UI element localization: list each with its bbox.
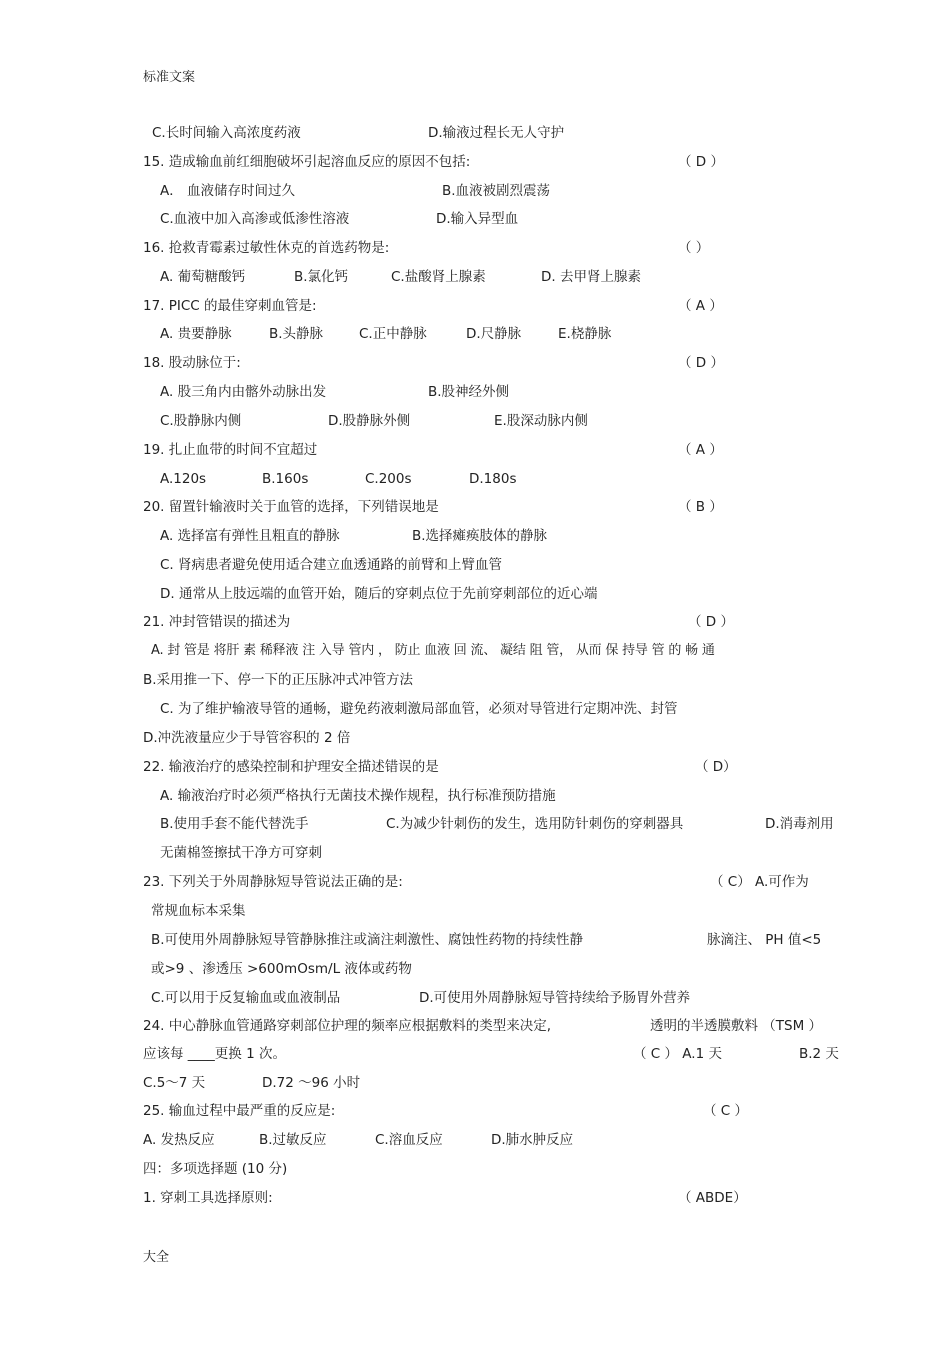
option-line: C.为减少针刺伤的发生，选用防针刺伤的穿刺器具 xyxy=(386,816,684,832)
option-line: B.可使用外周静脉短导管静脉推注或滴注刺激性、腐蚀性药物的持续性静 xyxy=(151,932,584,948)
answer-24: （ C ） A.1 天 xyxy=(633,1046,722,1062)
option-line: A． 血液储存时间过久 xyxy=(160,183,296,199)
option-line: A. 股三角内由髂外动脉出发 xyxy=(160,384,327,400)
option-line: 常规血标本采集 xyxy=(151,903,246,919)
option-line: C.股静脉内侧 xyxy=(160,413,242,429)
option-line: B.2 天 xyxy=(799,1046,839,1062)
question-24: 24. 中心静脉血管通路穿刺部位护理的频率应根据敷料的类型来决定, xyxy=(143,1018,552,1034)
option-line: C. 为了维护输液导管的通畅，避免药液刺激局部血管，必须对导管进行定期冲洗、封管 xyxy=(160,701,678,717)
question-22: 22. 输液治疗的感染控制和护理安全描述错误的是 xyxy=(143,759,439,775)
multi-answer-1: （ ABDE） xyxy=(678,1190,747,1206)
question-20: 20. 留置针输液时关于血管的选择，下列错误地是 xyxy=(143,499,439,515)
answer-22: （ D） xyxy=(695,759,737,775)
question-24-line2: 应该每 ____更换 1 次。 xyxy=(143,1046,286,1062)
answer-16: （ ） xyxy=(678,240,710,256)
question-24-cont: 透明的半透膜敷料 （TSM ） xyxy=(650,1018,823,1034)
option-line: A. 葡萄糖酸钙 xyxy=(160,269,246,285)
question-21: 21. 冲封管错误的描述为 xyxy=(143,614,291,630)
option-line: D.180s xyxy=(469,471,517,487)
option-line: A. 发热反应 xyxy=(143,1132,215,1148)
option-line: C.可以用于反复输血或血液制品 xyxy=(151,990,341,1006)
option-line: B.使用手套不能代替洗手 xyxy=(160,816,309,832)
option-line: B.头静脉 xyxy=(269,326,324,342)
answer-15: （ D ） xyxy=(678,154,724,170)
option-line: B.过敏反应 xyxy=(259,1132,327,1148)
option-line: 或>9 、渗透压 >600mOsm/L 液体或药物 xyxy=(151,961,412,977)
option-line: 无菌棉签擦拭干净方可穿刺 xyxy=(160,845,322,861)
option-line: C.正中静脉 xyxy=(359,326,427,342)
option-line: D.尺静脉 xyxy=(466,326,522,342)
option-line: 脉滴注、 PH 值<5 xyxy=(707,932,822,948)
option-line: C.200s xyxy=(365,471,412,487)
option-line: D.冲洗液量应少于导管容积的 2 倍 xyxy=(143,730,351,746)
answer-17: （ A ） xyxy=(678,298,723,314)
option-line: C.盐酸肾上腺素 xyxy=(391,269,486,285)
option-line: A. 贵要静脉 xyxy=(160,326,232,342)
option-line: D. 通常从上肢远端的血管开始，随后的穿刺点位于先前穿刺部位的近心端 xyxy=(160,586,598,602)
answer-25: （ C ） xyxy=(703,1103,749,1119)
option-line: C.5～7 天 xyxy=(143,1075,206,1091)
section-title: 四：多项选择题 (10 分) xyxy=(143,1161,288,1177)
option-line: A. 封 管是 将肝 素 稀释液 注 入导 管内 ， 防止 血液 回 流、 凝结 阻 管， 从而 保 持导 管 的 畅 通 xyxy=(151,643,715,658)
option-line: D.72 ～96 小时 xyxy=(262,1075,361,1091)
option-line: D.消毒剂用 xyxy=(765,816,834,832)
option-line: B.血液被剧烈震荡 xyxy=(442,183,551,199)
question-23: 23. 下列关于外周静脉短导管说法正确的是: xyxy=(143,874,403,890)
answer-18: （ D ） xyxy=(678,355,724,371)
option-line: C. 肾病患者避免使用适合建立血透通路的前臂和上臂血管 xyxy=(160,557,503,573)
option-line: E.桡静脉 xyxy=(558,326,612,342)
option-line: B.160s xyxy=(262,471,309,487)
answer-23: （ C） A.可作为 xyxy=(710,874,809,890)
option-line: E.股深动脉内侧 xyxy=(494,413,588,429)
option-line: D.股静脉外侧 xyxy=(328,413,411,429)
question-18: 18. 股动脉位于: xyxy=(143,355,241,371)
question-19: 19. 扎止血带的时间不宜超过 xyxy=(143,442,318,458)
page-header: 标准文案 xyxy=(143,70,196,85)
option-line: C.长时间输入高浓度药液 xyxy=(152,125,301,141)
option-line: C.溶血反应 xyxy=(375,1132,443,1148)
option-line: B.氯化钙 xyxy=(294,269,349,285)
option-line: D.输入异型血 xyxy=(436,211,519,227)
option-line: A.120s xyxy=(160,471,207,487)
option-line: D. 去甲肾上腺素 xyxy=(541,269,641,285)
answer-19: （ A ） xyxy=(678,442,723,458)
question-16: 16. 抢救青霉素过敏性休克的首选药物是: xyxy=(143,240,390,256)
option-line: C.血液中加入高渗或低渗性溶液 xyxy=(160,211,350,227)
option-line: A. 选择富有弹性且粗直的静脉 xyxy=(160,528,340,544)
multi-question-1: 1. 穿刺工具选择原则: xyxy=(143,1190,273,1206)
option-line: B.股神经外侧 xyxy=(428,384,510,400)
question-25: 25. 输血过程中最严重的反应是: xyxy=(143,1103,336,1119)
page-footer: 大全 xyxy=(143,1250,170,1265)
question-15: 15. 造成输血前红细胞破坏引起溶血反应的原因不包括: xyxy=(143,154,471,170)
answer-20: （ B ） xyxy=(678,499,723,515)
option-line: D.可使用外周静脉短导管持续给予肠胃外营养 xyxy=(419,990,691,1006)
option-line: D.输液过程长无人守护 xyxy=(428,125,565,141)
option-line: A. 输液治疗时必须严格执行无菌技术操作规程，执行标准预防措施 xyxy=(160,788,556,804)
option-line: D.肺水肿反应 xyxy=(491,1132,574,1148)
question-17: 17. PICC 的最佳穿刺血管是: xyxy=(143,298,317,314)
option-line: B.选择瘫痪肢体的静脉 xyxy=(412,528,548,544)
option-line: B.采用推一下、停一下的正压脉冲式冲管方法 xyxy=(143,672,414,688)
answer-21: （ D ） xyxy=(688,614,734,630)
